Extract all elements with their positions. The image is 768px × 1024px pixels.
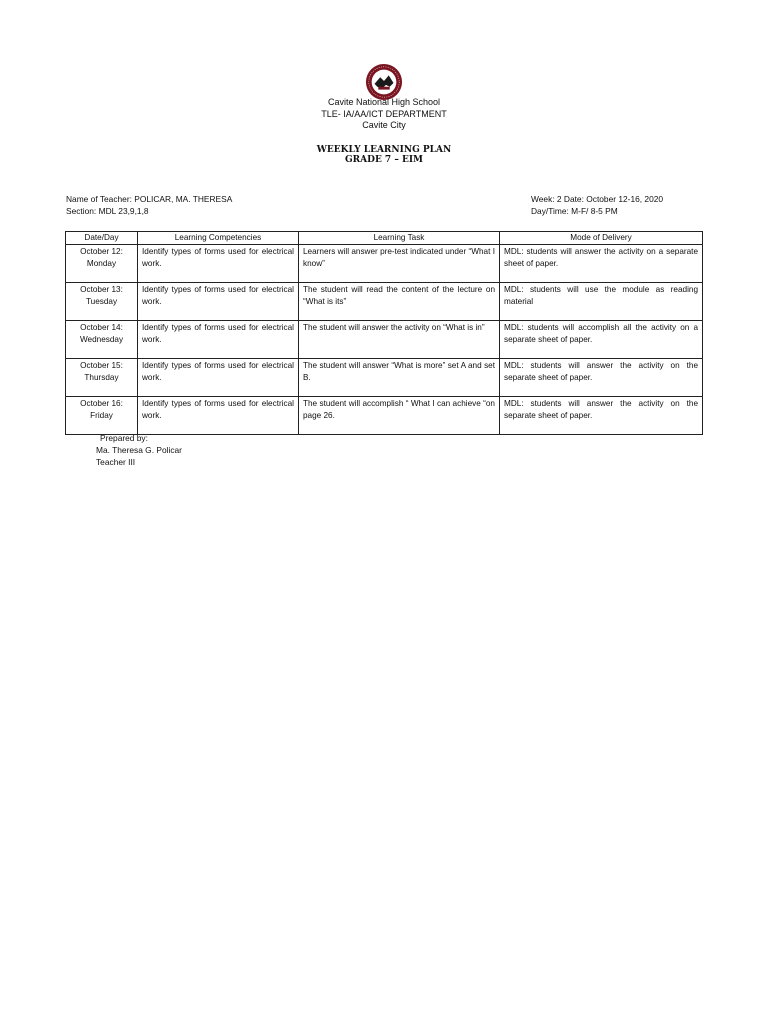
day-time: Day/Time: M-F/ 8-5 PM <box>531 206 618 216</box>
preparer-position: Teacher III <box>96 457 136 467</box>
plan-title: WEEKLY LEARNING PLAN <box>316 145 452 155</box>
date-text: October 15: <box>80 361 123 370</box>
delivery-cell: MDL: students will accomplish all the activity on a separate sheet of paper. <box>500 321 703 359</box>
table-row <box>66 321 703 359</box>
table-header-row <box>66 232 703 245</box>
day-text: Wednesday <box>79 335 124 344</box>
task-cell: The student will answer “What is more” set A and set B. <box>299 359 500 397</box>
table-row <box>66 245 703 283</box>
competency-cell: Identify types of forms used for electrical work. <box>138 245 299 283</box>
date-text: October 16: <box>80 399 123 408</box>
competency-cell: Identify types of forms used for electrical work. <box>138 283 299 321</box>
date-text: October 12: <box>80 247 123 256</box>
header-competencies: Learning Competencies <box>138 232 299 245</box>
prepared-by-block <box>96 432 182 468</box>
delivery-cell: MDL: students will answer the activity on the separate sheet of paper. <box>500 359 703 397</box>
task-cell: Learners will answer pre-test indicated under “What I know” <box>299 245 500 283</box>
plan-title-block <box>0 145 768 165</box>
preparer-name: Ma. Theresa G. Policar <box>96 445 182 455</box>
date-day-cell <box>66 321 138 359</box>
grade-title: GRADE 7 – EIM <box>344 155 423 165</box>
school-name: Cavite National High School <box>327 97 441 107</box>
day-text: Friday <box>90 411 113 420</box>
school-header <box>0 97 768 132</box>
header-date-day: Date/Day <box>66 232 138 245</box>
header-mode-of-delivery: Mode of Delivery <box>500 232 703 245</box>
table-row <box>66 397 703 435</box>
task-cell: The student will answer the activity on “What is in” <box>299 321 500 359</box>
date-day-cell <box>66 245 138 283</box>
task-cell: The student will read the content of the lecture on “What is its” <box>299 283 500 321</box>
day-text: Monday <box>86 259 117 268</box>
table-row <box>66 359 703 397</box>
week-date: Week: 2 Date: October 12-16, 2020 <box>531 194 664 204</box>
learning-plan-table <box>65 231 703 435</box>
day-text: Tuesday <box>85 297 118 306</box>
competency-cell: Identify types of forms used for electrical work. <box>138 321 299 359</box>
school-seal-icon <box>365 63 403 101</box>
prepared-by-label: Prepared by: <box>100 433 148 443</box>
header-learning-task: Learning Task <box>299 232 500 245</box>
task-cell: The student will accomplish “ What I can achieve “on page 26. <box>299 397 500 435</box>
teacher-name: Name of Teacher: POLICAR, MA. THERESA <box>66 194 233 204</box>
city-name: Cavite City <box>362 120 406 130</box>
table-row <box>66 283 703 321</box>
teacher-info <box>66 193 232 217</box>
date-text: October 14: <box>80 323 123 332</box>
competency-cell: Identify types of forms used for electrical work. <box>138 359 299 397</box>
date-text: October 13: <box>80 285 123 294</box>
section-info: Section: MDL 23,9,1,8 <box>66 206 149 216</box>
date-day-cell <box>66 359 138 397</box>
delivery-cell: MDL: students will answer the activity on the separate sheet of paper. <box>500 397 703 435</box>
date-day-cell <box>66 283 138 321</box>
competency-cell: Identify types of forms used for electrical work. <box>138 397 299 435</box>
day-text: Thursday <box>84 373 119 382</box>
delivery-cell: MDL: students will use the module as reading material <box>500 283 703 321</box>
date-day-cell <box>66 397 138 435</box>
schedule-info <box>531 193 663 217</box>
delivery-cell: MDL: students will answer the activity on a separate sheet of paper. <box>500 245 703 283</box>
department-name: TLE- IA/AA/ICT DEPARTMENT <box>321 108 447 119</box>
